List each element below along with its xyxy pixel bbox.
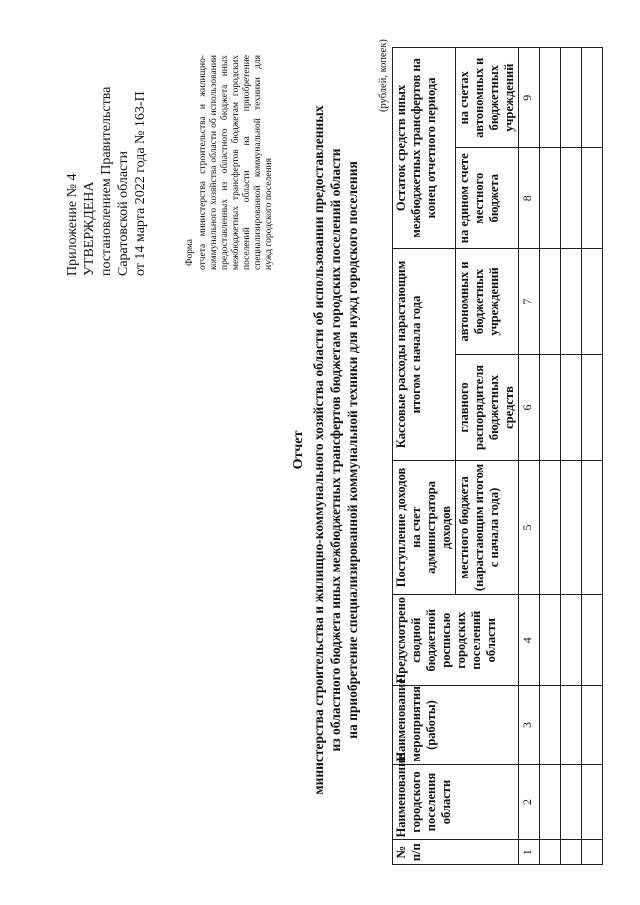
approval-line: Приложение № 4 <box>65 173 80 276</box>
report-table <box>392 47 603 865</box>
approval-line: Саратовской области <box>116 151 131 276</box>
header-main-manager: главного распорядителя бюджетных средств <box>456 354 519 460</box>
subtitle-line: из областного бюджета иных межбюджетных трансфертов бюджетам городских поселений области <box>328 148 343 752</box>
header-planned: Предусмотрено сводной бюджетной росписью городских поселений области <box>393 594 519 686</box>
table-row <box>582 48 603 865</box>
document-title: Отчет <box>291 430 306 470</box>
header-revenue-top: Поступление доходов на счет администратора доходов <box>393 461 456 595</box>
document-subtitle <box>310 50 361 850</box>
rotated-sheet <box>0 20 640 880</box>
header-revenue-bottom: местного бюджета (нарастающим итогом с начала года) <box>456 461 519 595</box>
header-institutions: автономных и бюджетных учреждений <box>456 248 519 354</box>
table-row <box>540 48 561 865</box>
header-balance: Остаток средств иных межбюджетных трансфертов на конец отчетного периода <box>393 48 456 249</box>
form-block <box>185 55 275 270</box>
form-description: отчета министерства строительства и жилищно-коммунального хозяйства области об использовании предоставленных из областного бюджета иных межбюджетных трансфертов бюджетам городских поселений области на приобретение специализированной коммунальной техники для нужд городского поселения <box>198 55 274 270</box>
header-activity: Наименование мероприятия (работы) <box>393 686 519 764</box>
column-number: 2 <box>519 764 540 840</box>
approval-line: УТВЕРЖДЕНА <box>82 181 97 276</box>
approval-block <box>64 87 149 276</box>
subtitle-line: министерства строительства и жилищно-коммунального хозяйства области об использовании предоставленных <box>311 105 326 795</box>
column-number: 4 <box>519 594 540 686</box>
header-settlement: Наименование городского поселения области <box>393 764 519 840</box>
column-number: 9 <box>519 48 540 149</box>
header-single-account: на едином счете местного бюджета <box>456 148 519 248</box>
column-number: 5 <box>519 461 540 595</box>
approval-line: постановлением Правительства <box>99 86 114 276</box>
column-number: 8 <box>519 148 540 248</box>
header-cash-expenses: Кассовые расходы нарастающим итогом с начала года <box>393 248 456 460</box>
header-row-number: № п/п <box>393 840 519 865</box>
form-label: Форма <box>185 238 195 266</box>
units-label: (рублей, копеек) <box>378 39 389 112</box>
column-number: 6 <box>519 354 540 460</box>
subtitle-line: на приобретение специализированной коммунальной техники для нужд городского поселения <box>345 161 360 739</box>
column-number-row <box>519 48 540 865</box>
column-number: 7 <box>519 248 540 354</box>
column-number: 3 <box>519 686 540 764</box>
approval-line: от 14 марта 2022 года № 163-П <box>133 91 148 276</box>
table-row <box>561 48 582 865</box>
header-institution-accounts: на счетах автономных и бюджетных учреждений <box>456 48 519 149</box>
column-number: 1 <box>519 840 540 865</box>
